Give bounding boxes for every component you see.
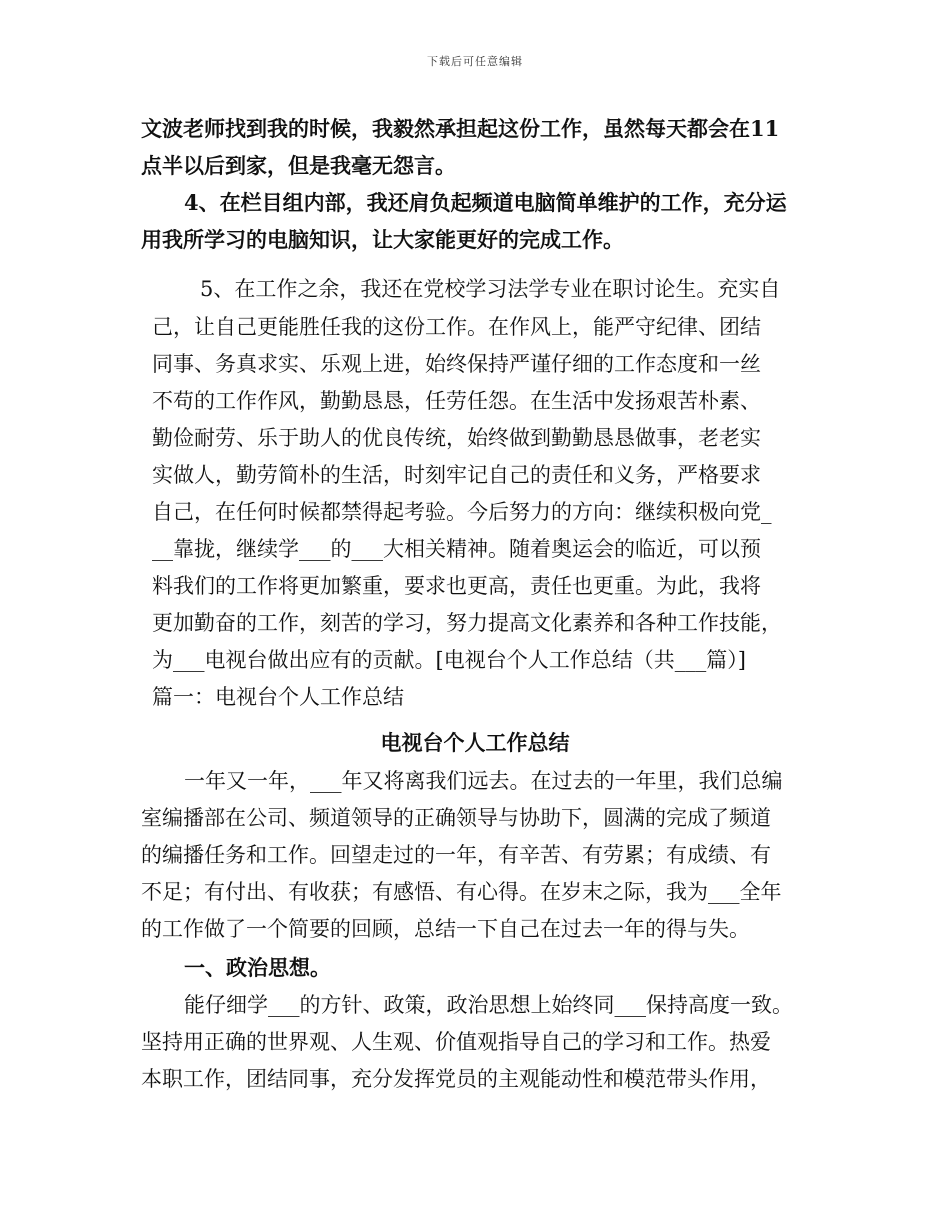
text-line: 能仔细学___的方针、政策，政治思想上始终同___保持高度一致。 [184,993,793,1017]
text-line: 料我们的工作将更加繁重，要求也更高，责任也更重。为此，我将 [152,574,761,598]
text-line: 为___电视台做出应有的贡献。[电视台个人工作总结（共___篇）] [152,648,746,672]
section-title: 电视台个人工作总结 [380,730,570,755]
text-line: 4、在栏目组内部，我还肩负起频道电脑简单维护的工作，充分运 [184,190,787,215]
text-line: 自己，在任何时候都禁得起考验。今后努力的方向：继续积极向党_ [152,500,772,524]
text-line: 的工作做了一个简要的回顾，总结一下自己在过去一年的得与失。 [141,917,750,941]
text-line: 坚持用正确的世界观、人生观、价值观指导自己的学习和工作。热爱 [141,1030,771,1054]
section-heading: 一、政治思想。 [184,955,331,980]
text-line: 实做人，勤劳简朴的生活，时刻牢记自己的责任和义务，严格要求 [152,463,761,487]
text-line: 不苟的工作作风，勤勤恳恳，任劳任怨。在生活中发扬艰苦朴素、 [152,389,761,413]
text-line: 文波老师找到我的时候，我毅然承担起这份工作，虽然每天都会在11 [141,116,780,141]
text-line: 用我所学习的电脑知识，让大家能更好的完成工作。 [141,227,624,252]
text-line: 不足；有付出、有收获；有感悟、有心得。在岁末之际，我为___全年 [141,880,782,904]
text-line: __靠拢，继续学___的___大相关精神。随着奥运会的临近，可以预 [152,537,761,561]
text-line: 点半以后到家，但是我毫无怨言。 [141,153,456,178]
text-line: 本职工作，团结同事，充分发挥党员的主观能动性和模范带头作用， [141,1067,771,1091]
text-line: 的编播任务和工作。回望走过的一年，有辛苦、有劳累；有成绩、有 [141,843,771,867]
text-line: 一年又一年，___年又将离我们远去。在过去的一年里，我们总编 [184,769,783,793]
text-line: 更加勤奋的工作，刻苦的学习，努力提高文化素养和各种工作技能， [152,611,782,635]
text-line: 5、在工作之余，我还在党校学习法学专业在职讨论生。充实自 [200,277,781,301]
text-line: 己，让自己更能胜任我的这份工作。在作风上，能严守纪律、团结 [152,315,761,339]
text-line: 篇一：电视台个人工作总结 [152,685,404,709]
text-line: 勤俭耐劳、乐于助人的优良传统，始终做到勤勤恳恳做事，老老实 [152,426,761,450]
page-header: 下载后可任意编辑 [427,55,523,68]
text-line: 室编播部在公司、频道领导的正确领导与协助下，圆满的完成了频道 [141,806,771,830]
text-line: 同事、务真求实、乐观上进，始终保持严谨仔细的工作态度和一丝 [152,352,761,376]
